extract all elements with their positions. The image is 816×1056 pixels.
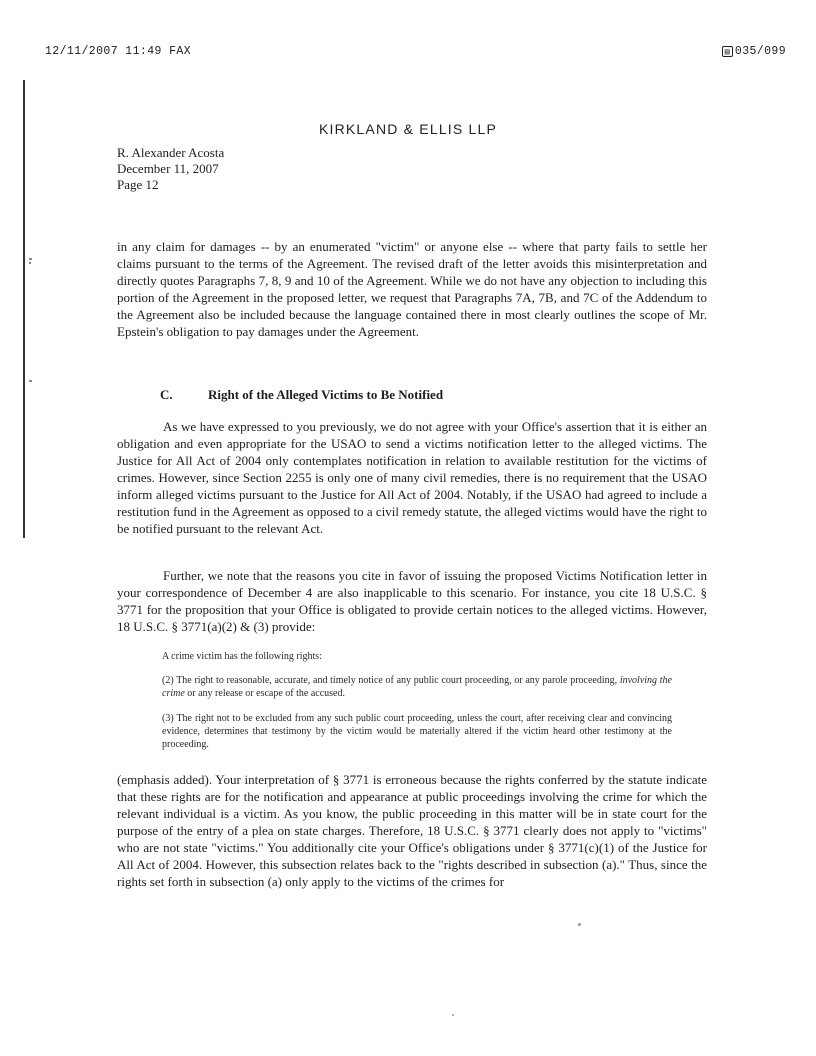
section-heading — [160, 387, 443, 403]
quote-item-2 — [162, 674, 672, 700]
statute-quote-item-3 — [162, 712, 672, 751]
body-paragraph-2 — [117, 418, 707, 537]
fax-header — [45, 45, 786, 63]
scan-margin-bar — [23, 80, 25, 538]
paragraph-text: (emphasis added). Your interpretation of § 3771 is erroneous because the rights conferred by the statute indicate that these rights are for the notification and appearance at public proceedings involving the crime for which the relevant individual is a victim. As you know, the public proceeding in this matter will be in state court for the purpose of the entry of a plea on state charges. Therefore, 18 U.S.C. § 3771 clearly does not apply to "victims" who are not state "victims." You additionally cite your Office's obligations under § 3771(c)(1) of the Justice for All Act of 2004. However, this subsection relates back to the "rights described in subsection (a)." Thus, since the rights set forth in subsection (a) only apply to the victims of the crimes for — [117, 772, 707, 889]
addressee-block — [117, 145, 224, 193]
paragraph-text: As we have expressed to you previously, we do not agree with your Office's assertion that it is either an obligation and even appropriate for the USAO to send a victims notification letter to the alleged victims. The Justice for All Act of 2004 only contemplates notification in relation to available restitution for the victims of crimes. However, since Section 2255 is only one of many civil remedies, there is no requirement that the USAO inform alleged victims pursuant to the Justice for All Act of 2004. Notably, if the USAO had agreed to include a restitution fund in the Agreement as opposed to a civil remedy statute, the alleged victims would have the right to be notified pursuant to the relevant Act. — [117, 419, 707, 536]
firm-letterhead: KIRKLAND & ELLIS LLP — [318, 121, 498, 137]
scan-speck — [452, 1014, 454, 1016]
paragraph-text: Further, we note that the reasons you cite in favor of issuing the proposed Victims Notification letter in your correspondence of December 4 are also inapplicable to this scenario. For instance, you cite 18 U.S.C. § 3771 for the proposition that your Office is obligated to provide certain notices to the alleged victims. However, 18 U.S.C. § 3771(a)(2) & (3) provide: — [117, 568, 707, 634]
quote-emphasis: involving the crime — [162, 675, 672, 699]
scan-speck — [29, 258, 32, 260]
addressee-name: R. Alexander Acosta — [117, 145, 225, 160]
quote-item-2-tail: or any release or escape of the accused. — [184, 688, 345, 699]
quote-intro: A crime victim has the following rights: — [162, 651, 322, 662]
fax-page-info — [722, 45, 786, 58]
statute-quote-item-2 — [162, 674, 672, 700]
fax-page-icon: ▤ — [722, 46, 733, 57]
body-paragraph-4 — [117, 771, 707, 890]
letter-date: December 11, 2007 — [117, 161, 219, 176]
body-paragraph-1 — [117, 238, 707, 340]
scan-speck — [29, 380, 32, 382]
section-letter: C. — [160, 387, 173, 402]
body-paragraph-3 — [117, 567, 707, 635]
page-number: Page 12 — [117, 177, 159, 192]
statute-quote-intro — [162, 650, 672, 663]
scan-speck — [29, 262, 31, 264]
quote-item-3: (3) The right not to be excluded from any such public court proceeding, unless the court, after receiving clear and convincing evidence, determines that testimony by the victim would be materially altered if the victim heard other testimony at the proceeding. — [162, 713, 672, 750]
quote-item-2-text: (2) The right to reasonable, accurate, and timely notice of any public court proceeding, or any parole proceeding, — [162, 675, 620, 686]
scan-speck — [578, 923, 581, 926]
paragraph-text: in any claim for damages -- by an enumerated "victim" or anyone else -- where that party fails to settle her claims pursuant to the terms of the Agreement. The revised draft of the letter avoids this misinterpretation and directly quotes Paragraphs 7, 8, 9 and 10 of the Agreement. While we do not have any objection to including this portion of the Agreement in the proposed letter, we request that Paragraphs 7A, 7B, and 7C of the Addendum to the Agreement also be included because the language contained there in most clearly outlines the scope of Mr. Epstein's obligation to pay damages under the Agreement. — [117, 239, 707, 339]
fax-datetime: 12/11/2007 11:49 FAX — [45, 45, 192, 58]
section-title: Right of the Alleged Victims to Be Notified — [208, 387, 444, 402]
fax-page-counter: 035/099 — [734, 45, 786, 58]
